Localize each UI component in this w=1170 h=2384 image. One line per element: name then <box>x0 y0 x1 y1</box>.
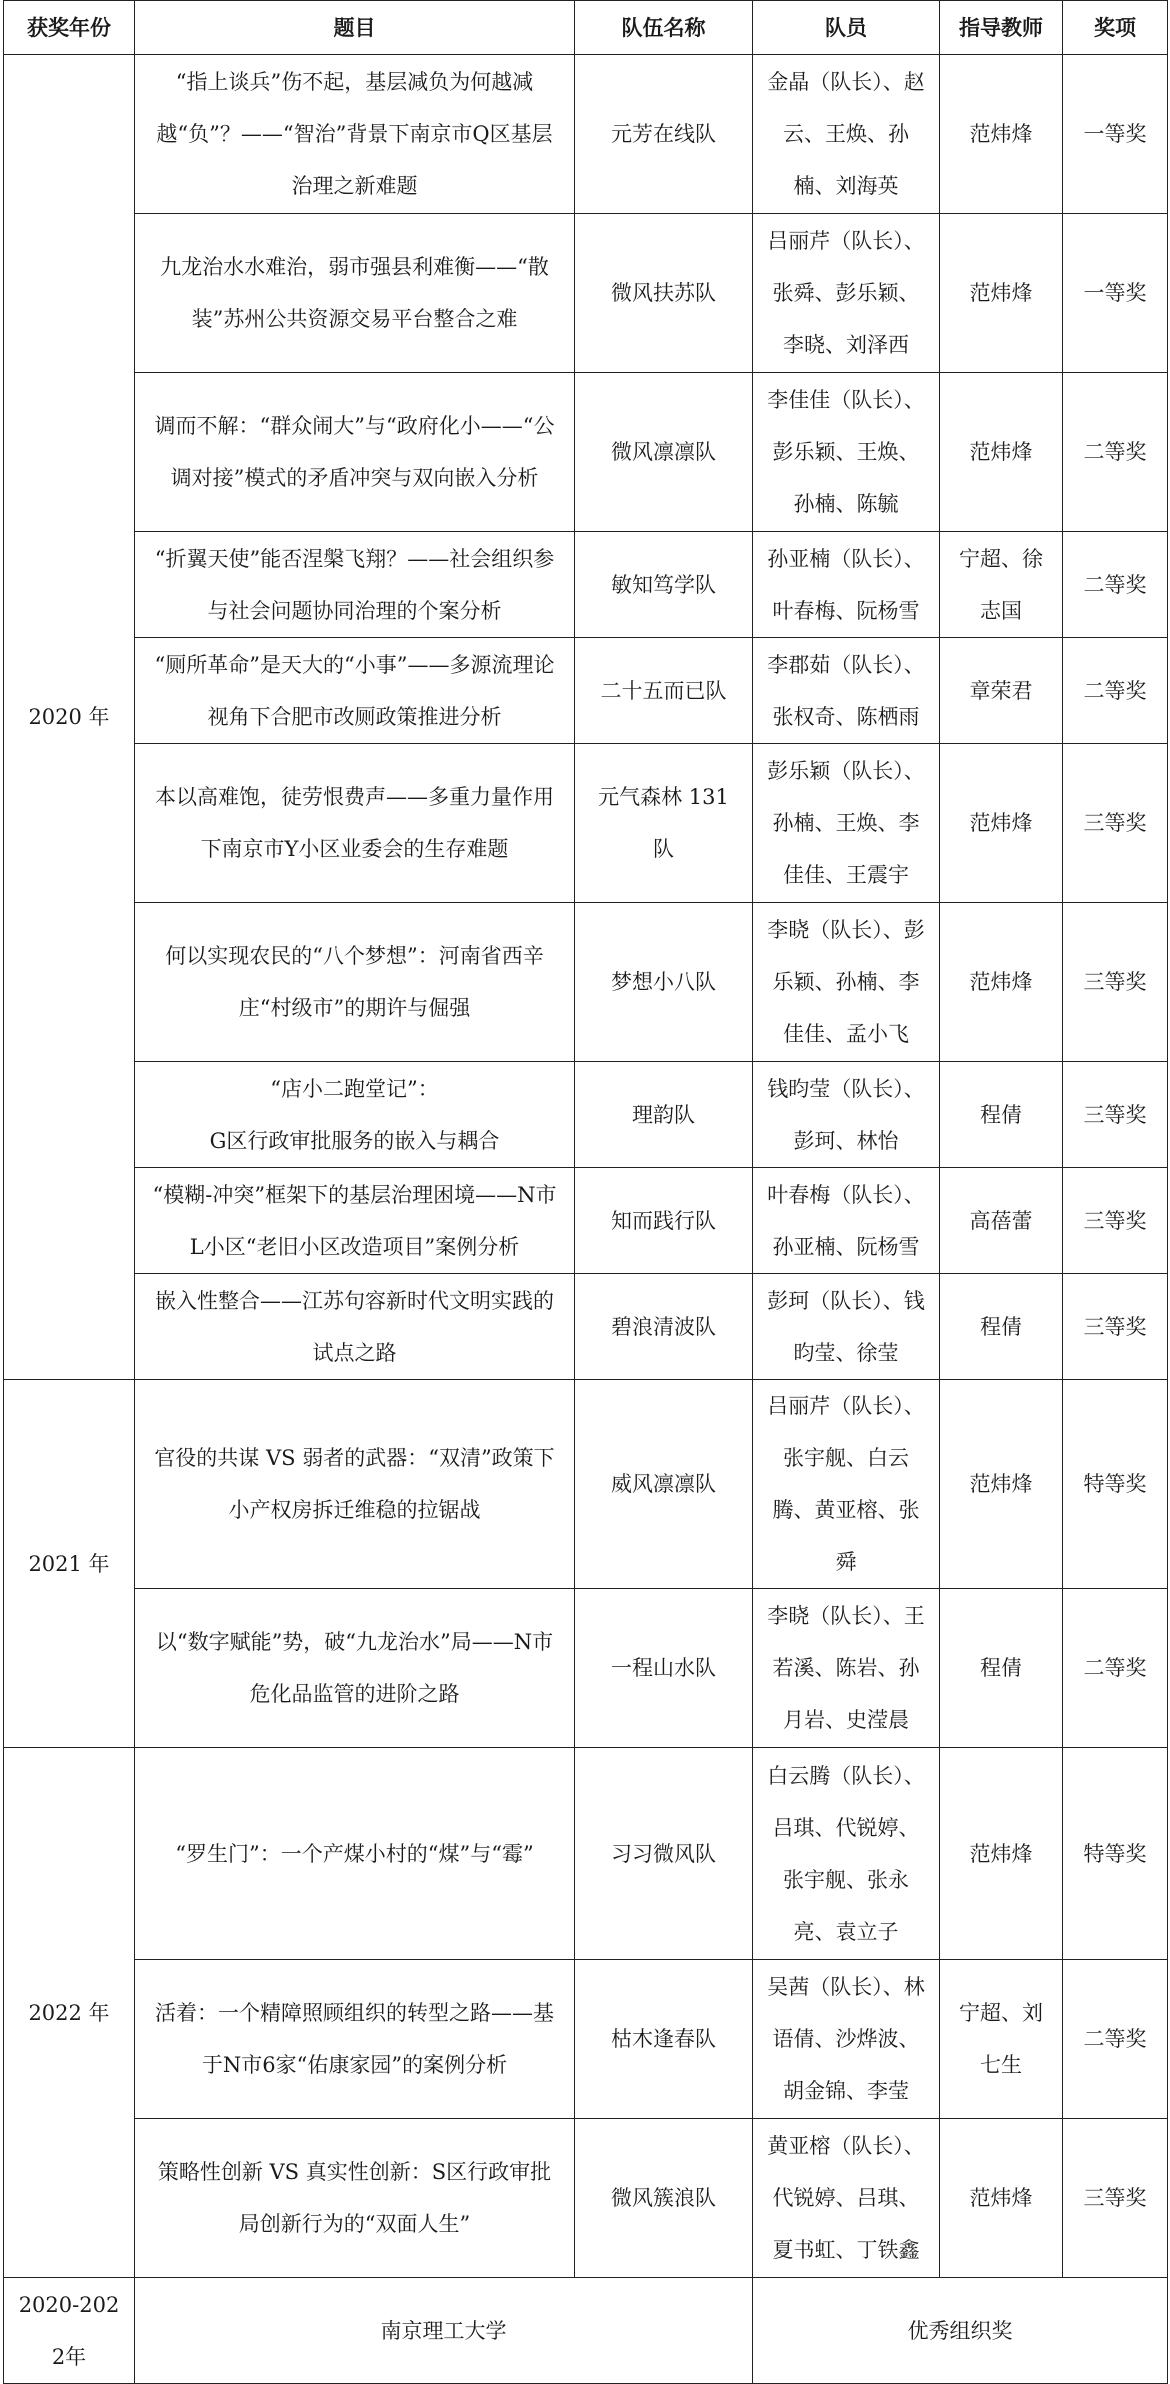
header-award: 奖项 <box>1063 1 1168 55</box>
award-cell: 三等奖 <box>1063 1168 1168 1274</box>
table-row <box>4 214 1168 373</box>
members-cell: 彭珂（队长）、钱昀莹、徐莹 <box>753 1274 940 1380</box>
members-cell: 金晶（队长）、赵云、王焕、孙楠、刘海英 <box>753 55 940 214</box>
header-members: 队员 <box>753 1 940 55</box>
title-line: G区行政审批服务的嵌入与耦合 <box>209 1128 500 1153</box>
team-cell: 碧浪清波队 <box>575 1274 753 1380</box>
year-cell-2022: 2022 年 <box>4 1748 135 2278</box>
team-cell: 微风扶苏队 <box>575 214 753 373</box>
award-cell: 二等奖 <box>1063 532 1168 638</box>
title-cell <box>135 1062 575 1168</box>
title-cell: 嵌入性整合——江苏句容新时代文明实践的试点之路 <box>135 1274 575 1380</box>
teacher-cell: 范炜烽 <box>940 1380 1063 1589</box>
award-cell: 二等奖 <box>1063 373 1168 532</box>
team-cell: 元芳在线队 <box>575 55 753 214</box>
title-cell: 官役的共谋 VS 弱者的武器：“双清”政策下小产权房拆迁维稳的拉锯战 <box>135 1380 575 1589</box>
title-cell: “厕所革命”是天大的“小事”——多源流理论视角下合肥市改厕政策推进分析 <box>135 638 575 744</box>
teacher-cell: 程倩 <box>940 1062 1063 1168</box>
title-cell: 九龙治水水难治，弱市强县利难衡——“散装”苏州公共资源交易平台整合之难 <box>135 214 575 373</box>
table-row <box>4 1960 1168 2119</box>
year-cell-2021: 2021 年 <box>4 1380 135 1748</box>
title-cell: “模糊-冲突”框架下的基层治理困境——N市L小区“老旧小区改造项目”案例分析 <box>135 1168 575 1274</box>
award-cell: 三等奖 <box>1063 903 1168 1062</box>
title-cell: 本以高难饱，徒劳恨费声——多重力量作用下南京市Y小区业委会的生存难题 <box>135 744 575 903</box>
members-cell: 吕丽芹（队长）、张舜、彭乐颖、李晓、刘泽西 <box>753 214 940 373</box>
award-cell: 三等奖 <box>1063 744 1168 903</box>
teacher-cell: 范炜烽 <box>940 744 1063 903</box>
teacher-cell: 章荣君 <box>940 638 1063 744</box>
table-row <box>4 1274 1168 1380</box>
table-row <box>4 1748 1168 1960</box>
team-cell: 知而践行队 <box>575 1168 753 1274</box>
members-cell: 吴茜（队长）、林语倩、沙烨波、胡金锦、李莹 <box>753 1960 940 2119</box>
teacher-cell: 程倩 <box>940 1274 1063 1380</box>
title-cell: 策略性创新 VS 真实性创新：S区行政审批局创新行为的“双面人生” <box>135 2119 575 2278</box>
members-cell: 吕丽芹（队长）、张宇舰、白云腾、黄亚榕、张舜 <box>753 1380 940 1589</box>
table-row <box>4 2119 1168 2278</box>
team-cell: 二十五而已队 <box>575 638 753 744</box>
members-cell: 孙亚楠（队长）、叶春梅、阮杨雪 <box>753 532 940 638</box>
year-cell-2020: 2020 年 <box>4 55 135 1380</box>
header-team: 队伍名称 <box>575 1 753 55</box>
team-cell: 梦想小八队 <box>575 903 753 1062</box>
team-cell: 微风凛凛队 <box>575 373 753 532</box>
title-cell: “折翼天使”能否涅槃飞翔？——社会组织参与社会问题协同治理的个案分析 <box>135 532 575 638</box>
award-cell: 一等奖 <box>1063 214 1168 373</box>
award-cell: 二等奖 <box>1063 638 1168 744</box>
award-cell: 特等奖 <box>1063 1748 1168 1960</box>
teacher-cell: 高蓓蕾 <box>940 1168 1063 1274</box>
team-cell: 微风簇浪队 <box>575 2119 753 2278</box>
members-cell: 李佳佳（队长）、彭乐颖、王焕、孙楠、陈毓 <box>753 373 940 532</box>
members-cell: 黄亚榕（队长）、代锐婷、吕琪、夏书虹、丁铁鑫 <box>753 2119 940 2278</box>
teacher-cell: 宁超、徐志国 <box>940 532 1063 638</box>
table-row <box>4 1062 1168 1168</box>
members-cell: 李郡茹（队长）、张权奇、陈栖雨 <box>753 638 940 744</box>
table-row <box>4 744 1168 903</box>
title-line: “店小二跑堂记”： <box>270 1076 439 1101</box>
organization-cell: 南京理工大学 <box>135 2278 753 2384</box>
table-row <box>4 1589 1168 1748</box>
table-row <box>4 2278 1168 2384</box>
year-cell-2020-2022: 2020-2022年 <box>4 2278 135 2384</box>
teacher-cell: 范炜烽 <box>940 55 1063 214</box>
teacher-cell: 范炜烽 <box>940 373 1063 532</box>
team-cell: 一程山水队 <box>575 1589 753 1748</box>
title-cell: 调而不解：“群众闹大”与“政府化小——“公调对接”模式的矛盾冲突与双向嵌入分析 <box>135 373 575 532</box>
team-cell: 枯木逢春队 <box>575 1960 753 2119</box>
title-cell: 以“数字赋能”势，破“九龙治水”局——N市危化品监管的进阶之路 <box>135 1589 575 1748</box>
awards-table <box>3 0 1168 2384</box>
table-row <box>4 373 1168 532</box>
teacher-cell: 范炜烽 <box>940 2119 1063 2278</box>
title-cell: 何以实现农民的“八个梦想”：河南省西辛庄“村级市”的期许与倔强 <box>135 903 575 1062</box>
award-cell: 三等奖 <box>1063 1274 1168 1380</box>
award-cell: 二等奖 <box>1063 1960 1168 2119</box>
members-cell: 叶春梅（队长）、孙亚楠、阮杨雪 <box>753 1168 940 1274</box>
teacher-cell: 范炜烽 <box>940 1748 1063 1960</box>
members-cell: 李晓（队长）、彭乐颖、孙楠、李佳佳、孟小飞 <box>753 903 940 1062</box>
table-row <box>4 1380 1168 1589</box>
members-cell: 钱昀莹（队长）、彭珂、林怡 <box>753 1062 940 1168</box>
award-cell: 一等奖 <box>1063 55 1168 214</box>
header-teacher: 指导教师 <box>940 1 1063 55</box>
award-cell: 三等奖 <box>1063 1062 1168 1168</box>
header-title: 题目 <box>135 1 575 55</box>
award-cell: 特等奖 <box>1063 1380 1168 1589</box>
table-row <box>4 55 1168 214</box>
organization-award-cell: 优秀组织奖 <box>753 2278 1168 2384</box>
team-cell: 习习微风队 <box>575 1748 753 1960</box>
award-cell: 二等奖 <box>1063 1589 1168 1748</box>
team-cell: 元气森林 131 队 <box>575 744 753 903</box>
teacher-cell: 宁超、刘七生 <box>940 1960 1063 2119</box>
table-row <box>4 903 1168 1062</box>
members-cell: 李晓（队长）、王若溪、陈岩、孙月岩、史滢晨 <box>753 1589 940 1748</box>
award-cell: 三等奖 <box>1063 2119 1168 2278</box>
table-row <box>4 1168 1168 1274</box>
header-row <box>4 1 1168 55</box>
header-year: 获奖年份 <box>4 1 135 55</box>
team-cell: 敏知笃学队 <box>575 532 753 638</box>
table-row <box>4 532 1168 638</box>
team-cell: 威风凛凛队 <box>575 1380 753 1589</box>
title-cell: “罗生门”：一个产煤小村的“煤”与“霉” <box>135 1748 575 1960</box>
title-cell: 活着：一个精障照顾组织的转型之路——基于N市6家“佑康家园”的案例分析 <box>135 1960 575 2119</box>
teacher-cell: 程倩 <box>940 1589 1063 1748</box>
teacher-cell: 范炜烽 <box>940 903 1063 1062</box>
team-cell: 理韵队 <box>575 1062 753 1168</box>
teacher-cell: 范炜烽 <box>940 214 1063 373</box>
members-cell: 白云腾（队长）、吕琪、代锐婷、张宇舰、张永亮、袁立子 <box>753 1748 940 1960</box>
title-cell: “指上谈兵”伤不起，基层减负为何越减越“负”？——“智治”背景下南京市Q区基层治理之新难题 <box>135 55 575 214</box>
members-cell: 彭乐颖（队长）、孙楠、王焕、李佳佳、王震宇 <box>753 744 940 903</box>
table-row <box>4 638 1168 744</box>
